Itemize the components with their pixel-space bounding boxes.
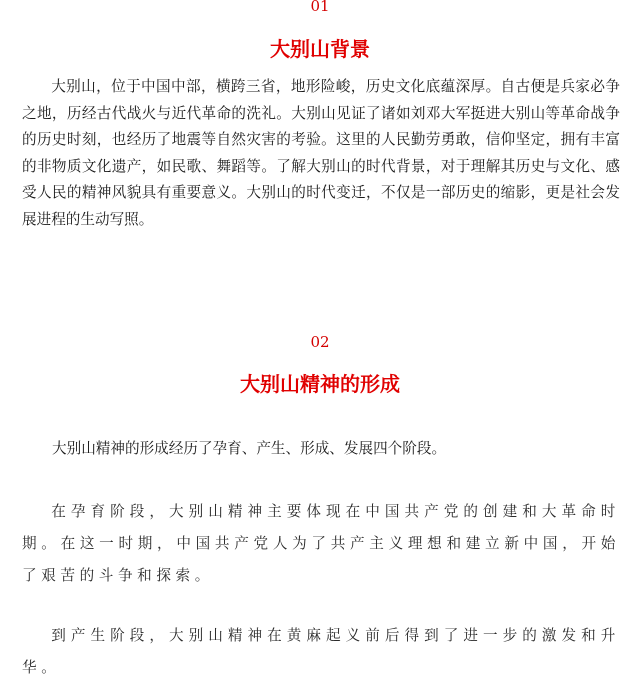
section-title: 大别山精神的形成 [240, 372, 400, 396]
section-number: 02 [310, 333, 330, 351]
section-number: 01 [310, 0, 330, 15]
intro-paragraph: 大别山精神的形成经历了孕育、产生、形成、发展四个阶段。 [52, 440, 447, 457]
section-title: 大别山背景 [270, 37, 370, 61]
body-paragraph: 到产生阶段，大别山精神在黄麻起义前后得到了进一步的激发和升华。 [22, 627, 620, 676]
body-paragraph: 大别山，位于中国中部，横跨三省，地形险峻，历史文化底蕴深厚。自古便是兵家必争之地，历经古代战火与近代革命的洗礼。大别山见证了诸如刘邓大军挺进大别山等革命战争的历史时刻，也经历了地震等自然灾害的考验。这里的人民勤劳勇敢，信仰坚定，拥有丰富的非物质文化遗产，如民歌、舞蹈等。了解大别山的时代背景，对于理解其历史与文化、感受人民的精神风貌具有重要意义。大别山的时代变迁，不仅是一部历史的缩影，更是社会发展进程的生动写照。 [22, 78, 620, 228]
body-paragraph: 在孕育阶段，大别山精神主要体现在中国共产党的创建和大革命时期。在这一时期，中国共产党人为了共产主义理想和建立新中国，开始了艰苦的斗争和探索。 [22, 503, 620, 584]
